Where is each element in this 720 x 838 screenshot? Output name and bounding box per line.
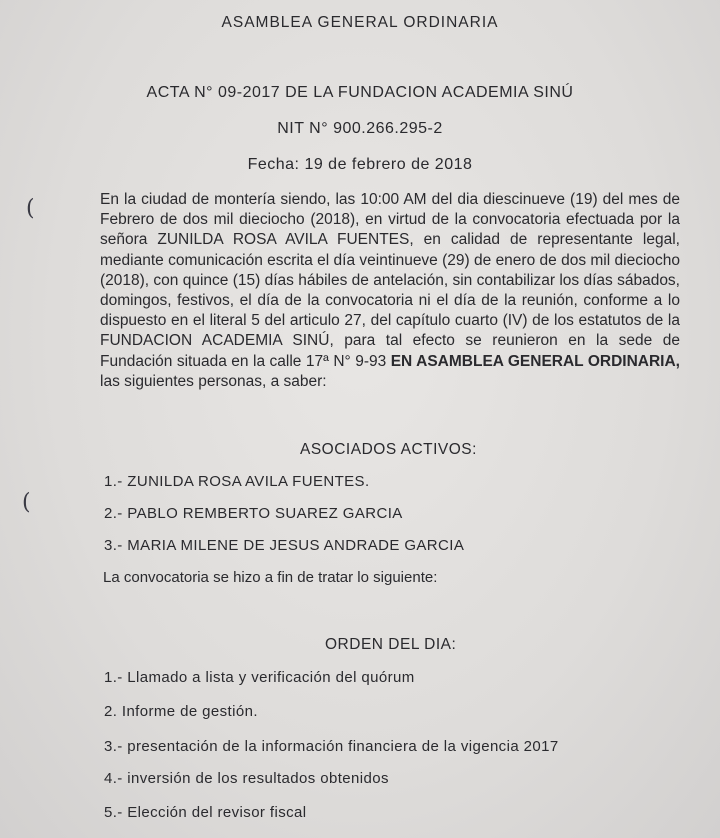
assembly-title: ASAMBLEA GENERAL ORDINARIA [221, 14, 499, 31]
paragraph-text: En la ciudad de montería siendo, las 10:00 AM del dia diescinueve (19) del mes de Febrero de dos mil dieciocho (2018), en virtud de la convocatoria efectuada por la señora ZUNILDA ROSA AVILA FUENTES, en calidad de representante legal, mediante comunicación escrita el día veintinueve (29) de enero de dos mil dieciocho (2018), con quince (15) días hábiles de antelación, sin contabilizar los días sábados, domingos, festivos, el día de la convocatoria ni el día de la reunión, conforme a lo dispuesto en el literal 5 del articulo 27, del capítulo cuarto (IV) de los estatutos de la FUNDACION ACADEMIA SINÚ, para tal efecto se reunieron en la sede de Fundación situada en la calle 17ª N° 9-93 [100, 191, 680, 370]
asociado-item: 3.- MARIA MILENE DE JESUS ANDRADE GARCIA [104, 537, 465, 554]
main-paragraph [100, 190, 680, 392]
paragraph-bold-text: EN ASAMBLEA GENERAL ORDINARIA, [390, 352, 680, 370]
asociado-item: 1.- ZUNILDA ROSA AVILA FUENTES. [104, 473, 370, 490]
orden-item: 3.- presentación de la información financiera de la vigencia 2017 [104, 738, 559, 755]
asociados-title: ASOCIADOS ACTIVOS: [300, 441, 477, 458]
acta-title: ACTA N° 09-2017 DE LA FUNDACION ACADEMIA SINÚ [146, 84, 574, 101]
nit-number: NIT N° 900.266.295-2 [277, 120, 443, 137]
orden-item: 1.- Llamado a lista y verificación del quórum [104, 669, 415, 686]
orden-item: 2. Informe de gestión. [104, 703, 258, 720]
document-date: Fecha: 19 de febrero de 2018 [247, 156, 473, 173]
convocatoria-text: La convocatoria se hizo a fin de tratar lo siguiente: [103, 569, 438, 586]
asociado-item: 2.- PABLO REMBERTO SUAREZ GARCIA [104, 505, 403, 522]
margin-mark-2: ( [22, 490, 31, 515]
orden-title: ORDEN DEL DIA: [325, 636, 457, 653]
margin-mark-1: ( [26, 196, 35, 221]
orden-item: 4.- inversión de los resultados obtenidos [104, 770, 389, 787]
paragraph-end-text: las siguientes personas, a saber: [100, 372, 327, 390]
orden-item: 5.- Elección del revisor fiscal [104, 804, 307, 821]
